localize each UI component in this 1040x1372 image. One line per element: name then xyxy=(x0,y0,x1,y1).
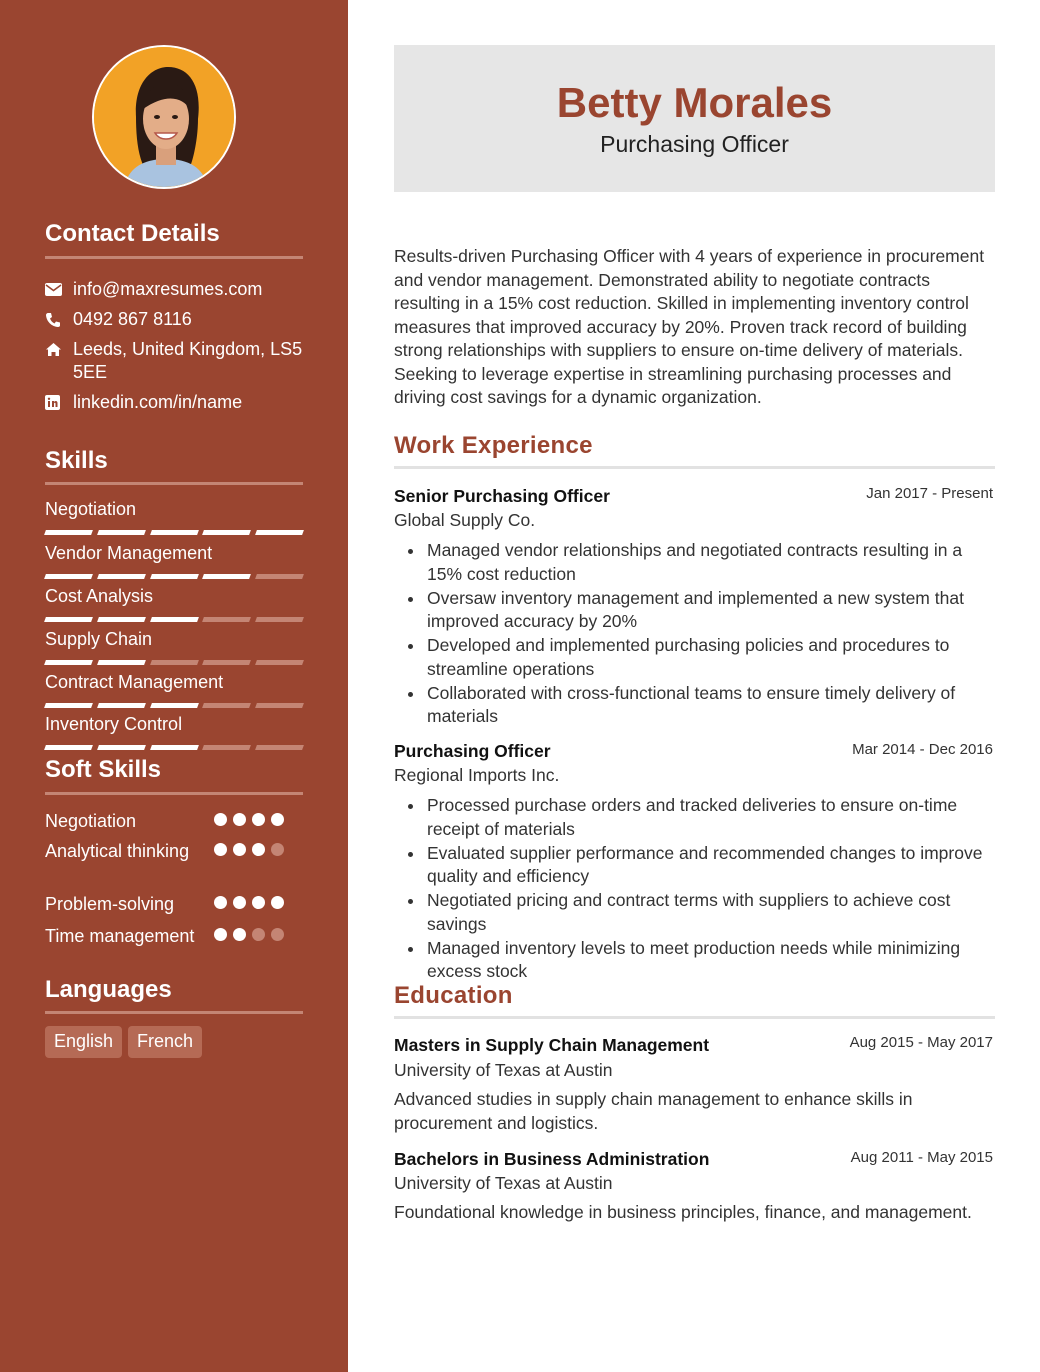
rating-dot xyxy=(214,928,227,941)
skill-name: Inventory Control xyxy=(45,714,183,734)
skill-level-segment xyxy=(150,530,199,535)
job-bullets xyxy=(394,539,995,729)
language-tag: English xyxy=(45,1026,122,1058)
profile-summary: Results-driven Purchasing Officer with 4 years of experience in procurement and vendor management. Demonstrated ability to negotiate contracts resulting in a 15% cost reduction. Skilled in implementing inventory control measures that improved accuracy by 20%. Proven track record of building strong relationships with suppliers to ensure on-time delivery of materials. Seeking to leverage expertise in streamlining purchasing processes and driving cost savings for a dynamic organization. xyxy=(394,246,985,407)
candidate-role: Purchasing Officer xyxy=(600,131,789,157)
contact-address xyxy=(45,338,303,384)
rating-dot xyxy=(214,896,227,909)
skills-title: Skills xyxy=(45,447,108,474)
contact-linkedin xyxy=(45,391,303,414)
skill-level-segment xyxy=(255,530,304,535)
list-item: Developed and implemented purchasing policies and procedures to streamline operations xyxy=(394,634,995,681)
skill-level-segment xyxy=(150,617,199,622)
email-text[interactable]: info@maxresumes.com xyxy=(73,279,263,299)
skill-level-segment xyxy=(44,530,93,535)
degree-dates: Aug 2015 - May 2017 xyxy=(849,1034,993,1051)
rating-dot xyxy=(271,843,284,856)
skill-level-segment xyxy=(97,745,146,750)
rating-dot xyxy=(214,843,227,856)
skill-level-segment xyxy=(255,745,304,750)
skill-level-segment xyxy=(97,703,146,708)
address-text: Leeds, United Kingdom, LS5 5EE xyxy=(73,339,303,382)
skill-level-segment xyxy=(202,660,251,665)
soft-skill-name: Negotiation xyxy=(45,811,137,831)
divider xyxy=(45,792,303,795)
job-dates: Jan 2017 - Present xyxy=(866,485,993,502)
candidate-name: Betty Morales xyxy=(556,79,833,126)
skill-level-segment xyxy=(150,660,199,665)
soft-skill-rating xyxy=(214,896,304,909)
rating-dot xyxy=(233,928,246,941)
education-title: Education xyxy=(394,982,513,1009)
rating-dot xyxy=(252,813,265,826)
divider xyxy=(394,1016,995,1019)
work-experience-title: Work Experience xyxy=(394,432,593,459)
soft-skill-rating xyxy=(214,813,304,826)
degree-dates: Aug 2011 - May 2015 xyxy=(850,1149,993,1166)
rating-dot xyxy=(271,896,284,909)
skill-level-segment xyxy=(255,574,304,579)
skill-level-segment xyxy=(44,660,93,665)
skill-name: Supply Chain xyxy=(45,629,153,649)
list-item: Processed purchase orders and tracked deliveries to ensure on-time receipt of materials xyxy=(394,794,995,841)
list-item: Collaborated with cross-functional teams to ensure timely delivery of materials xyxy=(394,682,995,729)
phone-text: 0492 867 8116 xyxy=(73,309,192,329)
rating-dot xyxy=(271,813,284,826)
rating-dot xyxy=(271,928,284,941)
skill-level-segment xyxy=(255,660,304,665)
skill-name: Negotiation xyxy=(45,499,137,519)
skill-level-segment xyxy=(150,574,199,579)
skill-level-segment xyxy=(97,574,146,579)
language-tag: French xyxy=(128,1026,202,1058)
profile-photo xyxy=(94,47,236,189)
soft-skills-title: Soft Skills xyxy=(45,756,162,783)
skill-level-segment xyxy=(150,745,199,750)
list-item: Evaluated supplier performance and recommended changes to improve quality and efficiency xyxy=(394,842,995,889)
divider xyxy=(45,256,303,259)
linkedin-text[interactable]: linkedin.com/in/name xyxy=(73,392,243,412)
divider xyxy=(394,466,995,469)
skill-name: Cost Analysis xyxy=(45,586,154,606)
rating-dot xyxy=(233,896,246,909)
skill-level-bar xyxy=(45,703,303,708)
rating-dot xyxy=(233,813,246,826)
skill-level-segment xyxy=(202,617,251,622)
soft-skill-name: Problem-solving xyxy=(45,894,175,914)
skill-level-bar xyxy=(45,574,303,579)
skill-level-segment xyxy=(202,530,251,535)
school-name: University of Texas at Austin xyxy=(394,1060,613,1080)
list-item: Managed inventory levels to meet production needs while minimizing excess stock xyxy=(394,937,995,984)
skill-level-segment xyxy=(44,745,93,750)
degree-description: Foundational knowledge in business principles, finance, and management. xyxy=(394,1202,972,1222)
rating-dot xyxy=(252,928,265,941)
soft-skill-rating xyxy=(214,843,304,856)
skill-level-segment xyxy=(44,703,93,708)
skill-level-segment xyxy=(202,574,251,579)
linkedin-icon xyxy=(45,391,73,414)
rating-dot xyxy=(252,843,265,856)
skill-level-segment xyxy=(150,703,199,708)
rating-dot xyxy=(214,813,227,826)
degree-title: Bachelors in Business Administration xyxy=(394,1149,710,1169)
skill-level-segment xyxy=(44,617,93,622)
school-name: University of Texas at Austin xyxy=(394,1173,613,1193)
divider xyxy=(45,1011,303,1014)
job-bullets xyxy=(394,794,995,984)
contact-phone xyxy=(45,308,303,331)
skill-level-bar xyxy=(45,745,303,750)
skill-level-bar xyxy=(45,530,303,535)
skill-name: Vendor Management xyxy=(45,543,213,563)
sidebar xyxy=(0,0,348,1372)
degree-description: Advanced studies in supply chain management to enhance skills in procurement and logistics. xyxy=(394,1089,913,1133)
home-icon xyxy=(45,338,73,361)
contact-title: Contact Details xyxy=(45,220,220,247)
list-item: Oversaw inventory management and implemented a new system that improved accuracy by 20% xyxy=(394,587,995,634)
rating-dot xyxy=(252,896,265,909)
skill-name: Contract Management xyxy=(45,672,224,692)
envelope-icon xyxy=(45,278,73,301)
rating-dot xyxy=(233,843,246,856)
degree-title: Masters in Supply Chain Management xyxy=(394,1035,710,1055)
languages-list xyxy=(45,1026,202,1058)
skill-level-segment xyxy=(97,660,146,665)
soft-skill-name: Time management xyxy=(45,926,195,946)
skill-level-segment xyxy=(255,703,304,708)
skill-level-segment xyxy=(97,530,146,535)
job-title: Purchasing Officer xyxy=(394,741,551,761)
resume-header xyxy=(394,45,995,192)
skill-level-bar xyxy=(45,660,303,665)
job-company: Global Supply Co. xyxy=(394,510,536,530)
skill-level-bar xyxy=(45,617,303,622)
phone-icon xyxy=(45,308,73,331)
soft-skill-name: Analytical thinking xyxy=(45,841,190,861)
skill-level-segment xyxy=(202,703,251,708)
contact-email xyxy=(45,278,303,301)
skill-level-segment xyxy=(255,617,304,622)
job-dates: Mar 2014 - Dec 2016 xyxy=(852,741,993,758)
skill-level-segment xyxy=(202,745,251,750)
job-company: Regional Imports Inc. xyxy=(394,765,560,785)
list-item: Negotiated pricing and contract terms with suppliers to achieve cost savings xyxy=(394,889,995,936)
skill-level-segment xyxy=(44,574,93,579)
job-title: Senior Purchasing Officer xyxy=(394,486,610,506)
list-item: Managed vendor relationships and negotiated contracts resulting in a 15% cost reduction xyxy=(394,539,995,586)
skill-level-segment xyxy=(97,617,146,622)
avatar xyxy=(92,45,236,189)
divider xyxy=(45,482,303,485)
languages-title: Languages xyxy=(45,976,172,1003)
soft-skill-rating xyxy=(214,928,304,941)
